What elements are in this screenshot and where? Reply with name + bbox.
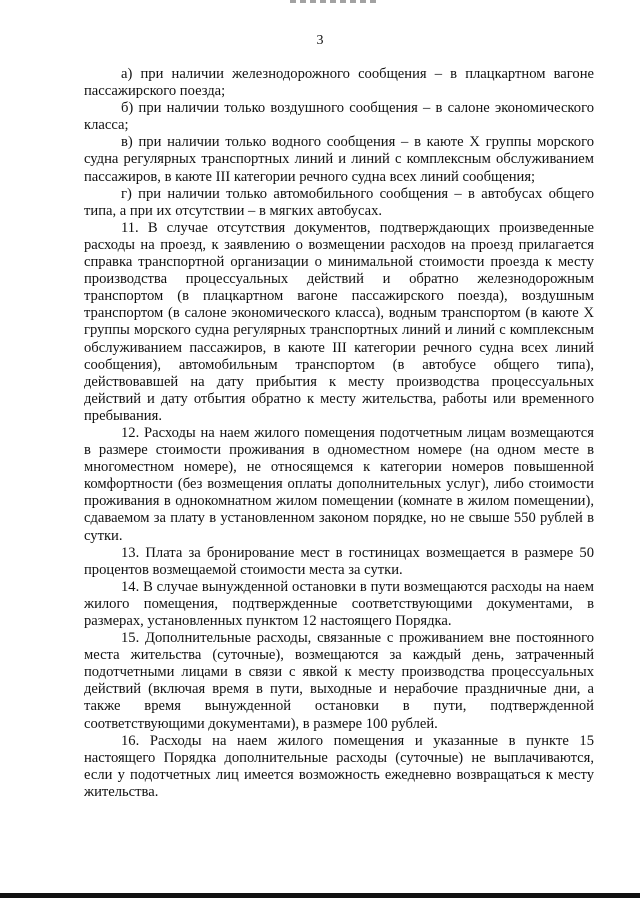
scan-artifact-top xyxy=(290,0,380,3)
paragraph-item-g: г) при наличии только автомобильного сообщения – в автобусах общего типа, а при их отсутствии – в мягких автобусах. xyxy=(84,185,594,219)
paragraph-13: 13. Плата за бронирование мест в гостиницах возмещается в размере 50 процентов возмещаемой стоимости места за сутки. xyxy=(84,544,594,578)
paragraph-12: 12. Расходы на наем жилого помещения подотчетным лицам возмещаются в размере стоимости проживания в одноместном номере (на одном месте в многоместном номере), не относящемся к категории номеров повышенной комфортности (без возмещения оплаты дополнительных услуг), либо стоимости проживания в однокомнатном жилом помещении (комнате в жилом помещении), сдаваемом за плату в установленном законом порядке, но не свыше 550 рублей в сутки. xyxy=(84,424,594,544)
paragraph-item-b: б) при наличии только воздушного сообщения – в салоне экономического класса; xyxy=(84,100,594,134)
paragraph-item-a: а) при наличии железнодорожного сообщения – в плацкартном вагоне пассажирского поезда; xyxy=(84,66,594,100)
paragraph-11: 11. В случае отсутствия документов, подтверждающих произведенные расходы на проезд, к заявлению о возмещении расходов на проезд прилагается справка транспортной организации о минимальной стоимости проезда к месту производства процессуальных действий и обратно железнодорожным транспортом (в плацкартном вагоне пассажирского поезда), воздушным транспортом (в салоне экономического класса), водным транспортом (в каюте X группы морского судна регулярных транспортных линий и линий с комплексным обслуживанием пассажиров, в каюте III категории речного судна всех линий сообщения), автомобильным транспортом (в автобусе общего типа), действовавшей на дату прибытия к месту производства процессуальных действий и дату отбытия обратно к месту жительства, работы или временного пребывания. xyxy=(84,219,594,424)
paragraph-14: 14. В случае вынужденной остановки в пути возмещаются расходы на наем жилого помещения, подтвержденные соответствующими документами, в размерах, установленных пунктом 12 настоящего Порядка. xyxy=(84,578,594,629)
document-body xyxy=(84,66,594,801)
paragraph-item-v: в) при наличии только водного сообщения – в каюте X группы морского судна регулярных транспортных линий и линий с комплексным обслуживанием пассажиров, в каюте III категории речного судна всех линий сообщения; xyxy=(84,134,594,185)
page-number: 3 xyxy=(316,33,324,48)
scan-edge-bottom xyxy=(0,893,640,898)
paragraph-16: 16. Расходы на наем жилого помещения и указанные в пункте 15 настоящего Порядка дополнительные расходы (суточные) не выплачиваются, если у подотчетных лиц имеется возможность ежедневно возвращаться к месту жительства. xyxy=(84,732,594,800)
paragraph-15: 15. Дополнительные расходы, связанные с проживанием вне постоянного места жительства (суточные), возмещаются за каждый день, затраченный подотчетными лицами в связи с явкой к месту производства процессуальных действий (включая время в пути, выходные и нерабочие праздничные дни, а также время вынужденной остановки в пути, подтвержденной соответствующими документами), в размере 100 рублей. xyxy=(84,630,594,732)
